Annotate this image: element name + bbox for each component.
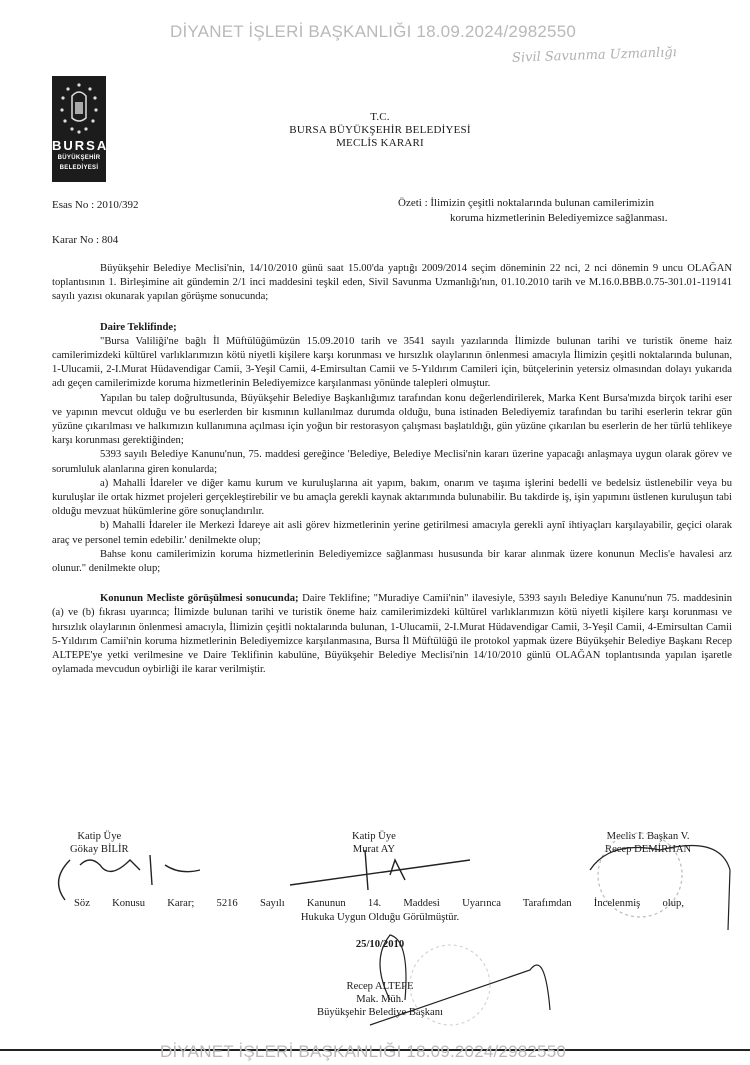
left-signer-title: Katip Üye <box>77 831 122 842</box>
bursa-logo <box>52 76 109 182</box>
paragraph-3: 5393 sayılı Belediye Kanunu'nun, 75. maddesi gereğince 'Belediye, Belediye Meclisi'nin kararı üzerine yapacağı anlaşmaya uygun olarak görev ve sorumluluk alanlarına giren konularda; <box>52 449 732 475</box>
conclusion-heading: Konunun Mecliste görüşülmesi sonucunda; <box>100 593 299 605</box>
daire-teklifi-heading: Daire Teklifinde; <box>100 321 177 333</box>
logo-text-buyuksehir: BÜYÜKŞEHİR <box>57 155 101 161</box>
document-header <box>200 111 560 150</box>
summary-line-1: Özeti : İlimizin çeşitli noktalarında bulunan camilerimizin <box>398 197 654 209</box>
paragraph-2: Yapılan bu talep doğrultusunda, Büyükşehir Belediye Başkanlığımız tarafından konu değerlendirilerek, Marka Kent Bursa'mızda birçok tarihi eser ve yapının mevcut olduğu ve bu eserlerden bir kısmının kullanılmaz durumda olduğu, buna istinaden Belediyemiz tarafından bu tarihi eserlerin tekrar gün yüzüne çıkarılması ve halkımızın kullanımına açılması için yoğun bir restorasyon çalışması başlatıldığı, gün yüzüne çıkarılan bu eserlerin de her türlü tehlikeye karşı korunması gerektiğinden; <box>52 392 732 447</box>
logo-text-belediyesi: BELEDİYESİ <box>59 165 99 171</box>
karar-no: Karar No : 804 <box>52 234 119 246</box>
esas-no: Esas No : 2010/392 <box>52 199 139 211</box>
right-signer-name: Recep DEMİRHAN <box>605 844 692 855</box>
header-institution: BURSA BÜYÜKŞEHİR BELEDİYESİ <box>289 124 471 136</box>
paragraph-6: Bahse konu camilerimizin koruma hizmetlerinin Belediyemizce sağlanması hususunda bir karar alınmak üzere konunun Meclis'e havalesi arz olunur." denilmekte olup; <box>52 548 732 575</box>
official-seal-stamp <box>570 830 740 940</box>
approval-statement-2: Hukuka Uygun Olduğu Görülmüştür. <box>300 912 460 923</box>
mayor-title: Mak. Müh. <box>356 994 404 1005</box>
approval-date: 25/10/2010 <box>355 939 405 950</box>
handwritten-note: Sivil Savunma Uzmanlığı <box>511 45 678 66</box>
left-signer-name: Gökay BİLİR <box>70 844 129 855</box>
summary <box>398 196 738 226</box>
paragraph-1: "Bursa Valiliği'ne bağlı İl Müftülüğümüzün 15.09.2010 tarih ve 3541 sayılı yazılarında İlimizde bulunan tarihi ve turistik öneme haiz camilerimizdeki kültürel varlıklarımızın kötü niyetli kişilere karşı korunması ve hırsızlık olaylarının önlenmesi amacıyla İlimizin çeşitli noktalarında bulunan, 1-Ulucamii, 2-I.Murat Hüdavendigar Camii, 3-Yeşil Camii, 4-Emirsultan Camii ve 5-Yıldırım Camileri için, bütçelerinin yetersiz olmasından dolayı yukarıda adı geçen camilerimizde koruma hizmetlerinin Belediyemizce karşılanması yönünde talepleri olmuştur. <box>52 335 732 390</box>
mayor-role: Büyükşehir Belediye Başkanı <box>317 1007 443 1018</box>
conclusion-text: Daire Teklifine; "Muradiye Camii'nin" ilavesiyle, 5393 sayılı Belediye Kanunu'nun 75. maddesinin (a) ve (b) fıkrası uyarınca; İlimizde bulunan tarihi ve turistik öneme haiz camilerimizdeki kültürel varlıklarımızın kötü niyetli kişilere karşı korunması ve hırsızlık olaylarının önlenmesi amacıyla, İlimizin çeşitli noktalarında bulunan, 1-Ulucamii, 2-I.Murat Hüdavendigar Camii, 3-Yeşil Camii, 4-Emirsultan Camii 5-Yıldırım Camii'nin koruma hizmetlerinin Belediyemizce karşılanmasına, Bursa İl Müftülüğü ile protokol yapmak üzere Büyükşehir Belediye Başkanı Recep ALTEPE'ye yetki verilmesine ve Daire Teklifinin kabulüne, Büyükşehir Belediye Meclisi'nin 14/10/2010 günlü OLAĞAN toplantısında yapılan işaretle oylamada mevcudun oybirliği ile karar verilmiştir. <box>52 593 732 676</box>
paragraph-4: a) Mahalli İdareler ve diğer kamu kurum ve kuruluşlarına ait yapım, bakım, onarım ve taşıma işlerini bedelli ve bedelsiz üstlenebilir veya bu kuruluşlar ile ortak hizmet projeleri gerçekleştirebilir ve bu amaçla gerekli kaynak aktarımında bulunabilir. Bu takdirde iş, işin yapımını üstlenen kuruluşun tabi olduğu mevzuat hükümlerine göre sonuçlandırılır. <box>52 477 732 518</box>
watermark-bottom: DİYANET İŞLERİ BAŞKANLIĞI 18.09.2024/2982550 <box>160 1042 567 1061</box>
approval-statement: Söz Konusu Karar; 5216 Sayılı Kanunun 14. Maddesi Uyarınca Tarafımdan İncelenmiş olup, <box>74 898 684 909</box>
conclusion-paragraph <box>52 592 732 677</box>
middle-signer-title: Katip Üye <box>352 831 396 842</box>
right-signer-title: Meclis I. Başkan V. <box>606 831 690 842</box>
decision-body <box>52 262 732 677</box>
header-tc: T.C. <box>370 111 390 123</box>
logo-text-bursa: BURSA <box>52 138 109 153</box>
summary-line-2: koruma hizmetlerinin Belediyemizce sağlanması. <box>450 212 668 224</box>
middle-signer-name: Murat AY <box>352 844 396 855</box>
paragraph-5: b) Mahalli İdareler ile Merkezi İdareye ait asli görev hizmetlerinin yerine getirilmesi amacıyla gerekli aynî ihtiyaçları karşılayabilir, geçici olarak araç ve personel temin edebilir.' denilmekte olup; <box>52 520 732 546</box>
signature-scribble-middle <box>280 845 480 895</box>
mayor-signature-scribble <box>330 930 550 1030</box>
header-document-type: MECLİS KARARI <box>336 137 424 149</box>
watermark-top: DİYANET İŞLERİ BAŞKANLIĞI 18.09.2024/2982550 <box>170 22 577 41</box>
mayor-name: Recep ALTEPE <box>346 981 414 992</box>
intro-paragraph: Büyükşehir Belediye Meclisi'nin, 14/10/2010 günü saat 15.00'da yaptığı 2009/2014 seçim döneminin 22 nci, 2 nci dönemin 9 uncu OLAĞAN toplantısının 1. Birleşimine ait gündemin 2/1 inci maddesini teşkil eden, Sivil Savunma Uzmanlığı'nın, 01.10.2010 tarih ve M.16.0.BBB.0.75-301.01-119141 sayılı yazısı okunarak yapılan görüşme sonucunda; <box>52 263 732 303</box>
city-emblem-icon <box>60 82 98 134</box>
